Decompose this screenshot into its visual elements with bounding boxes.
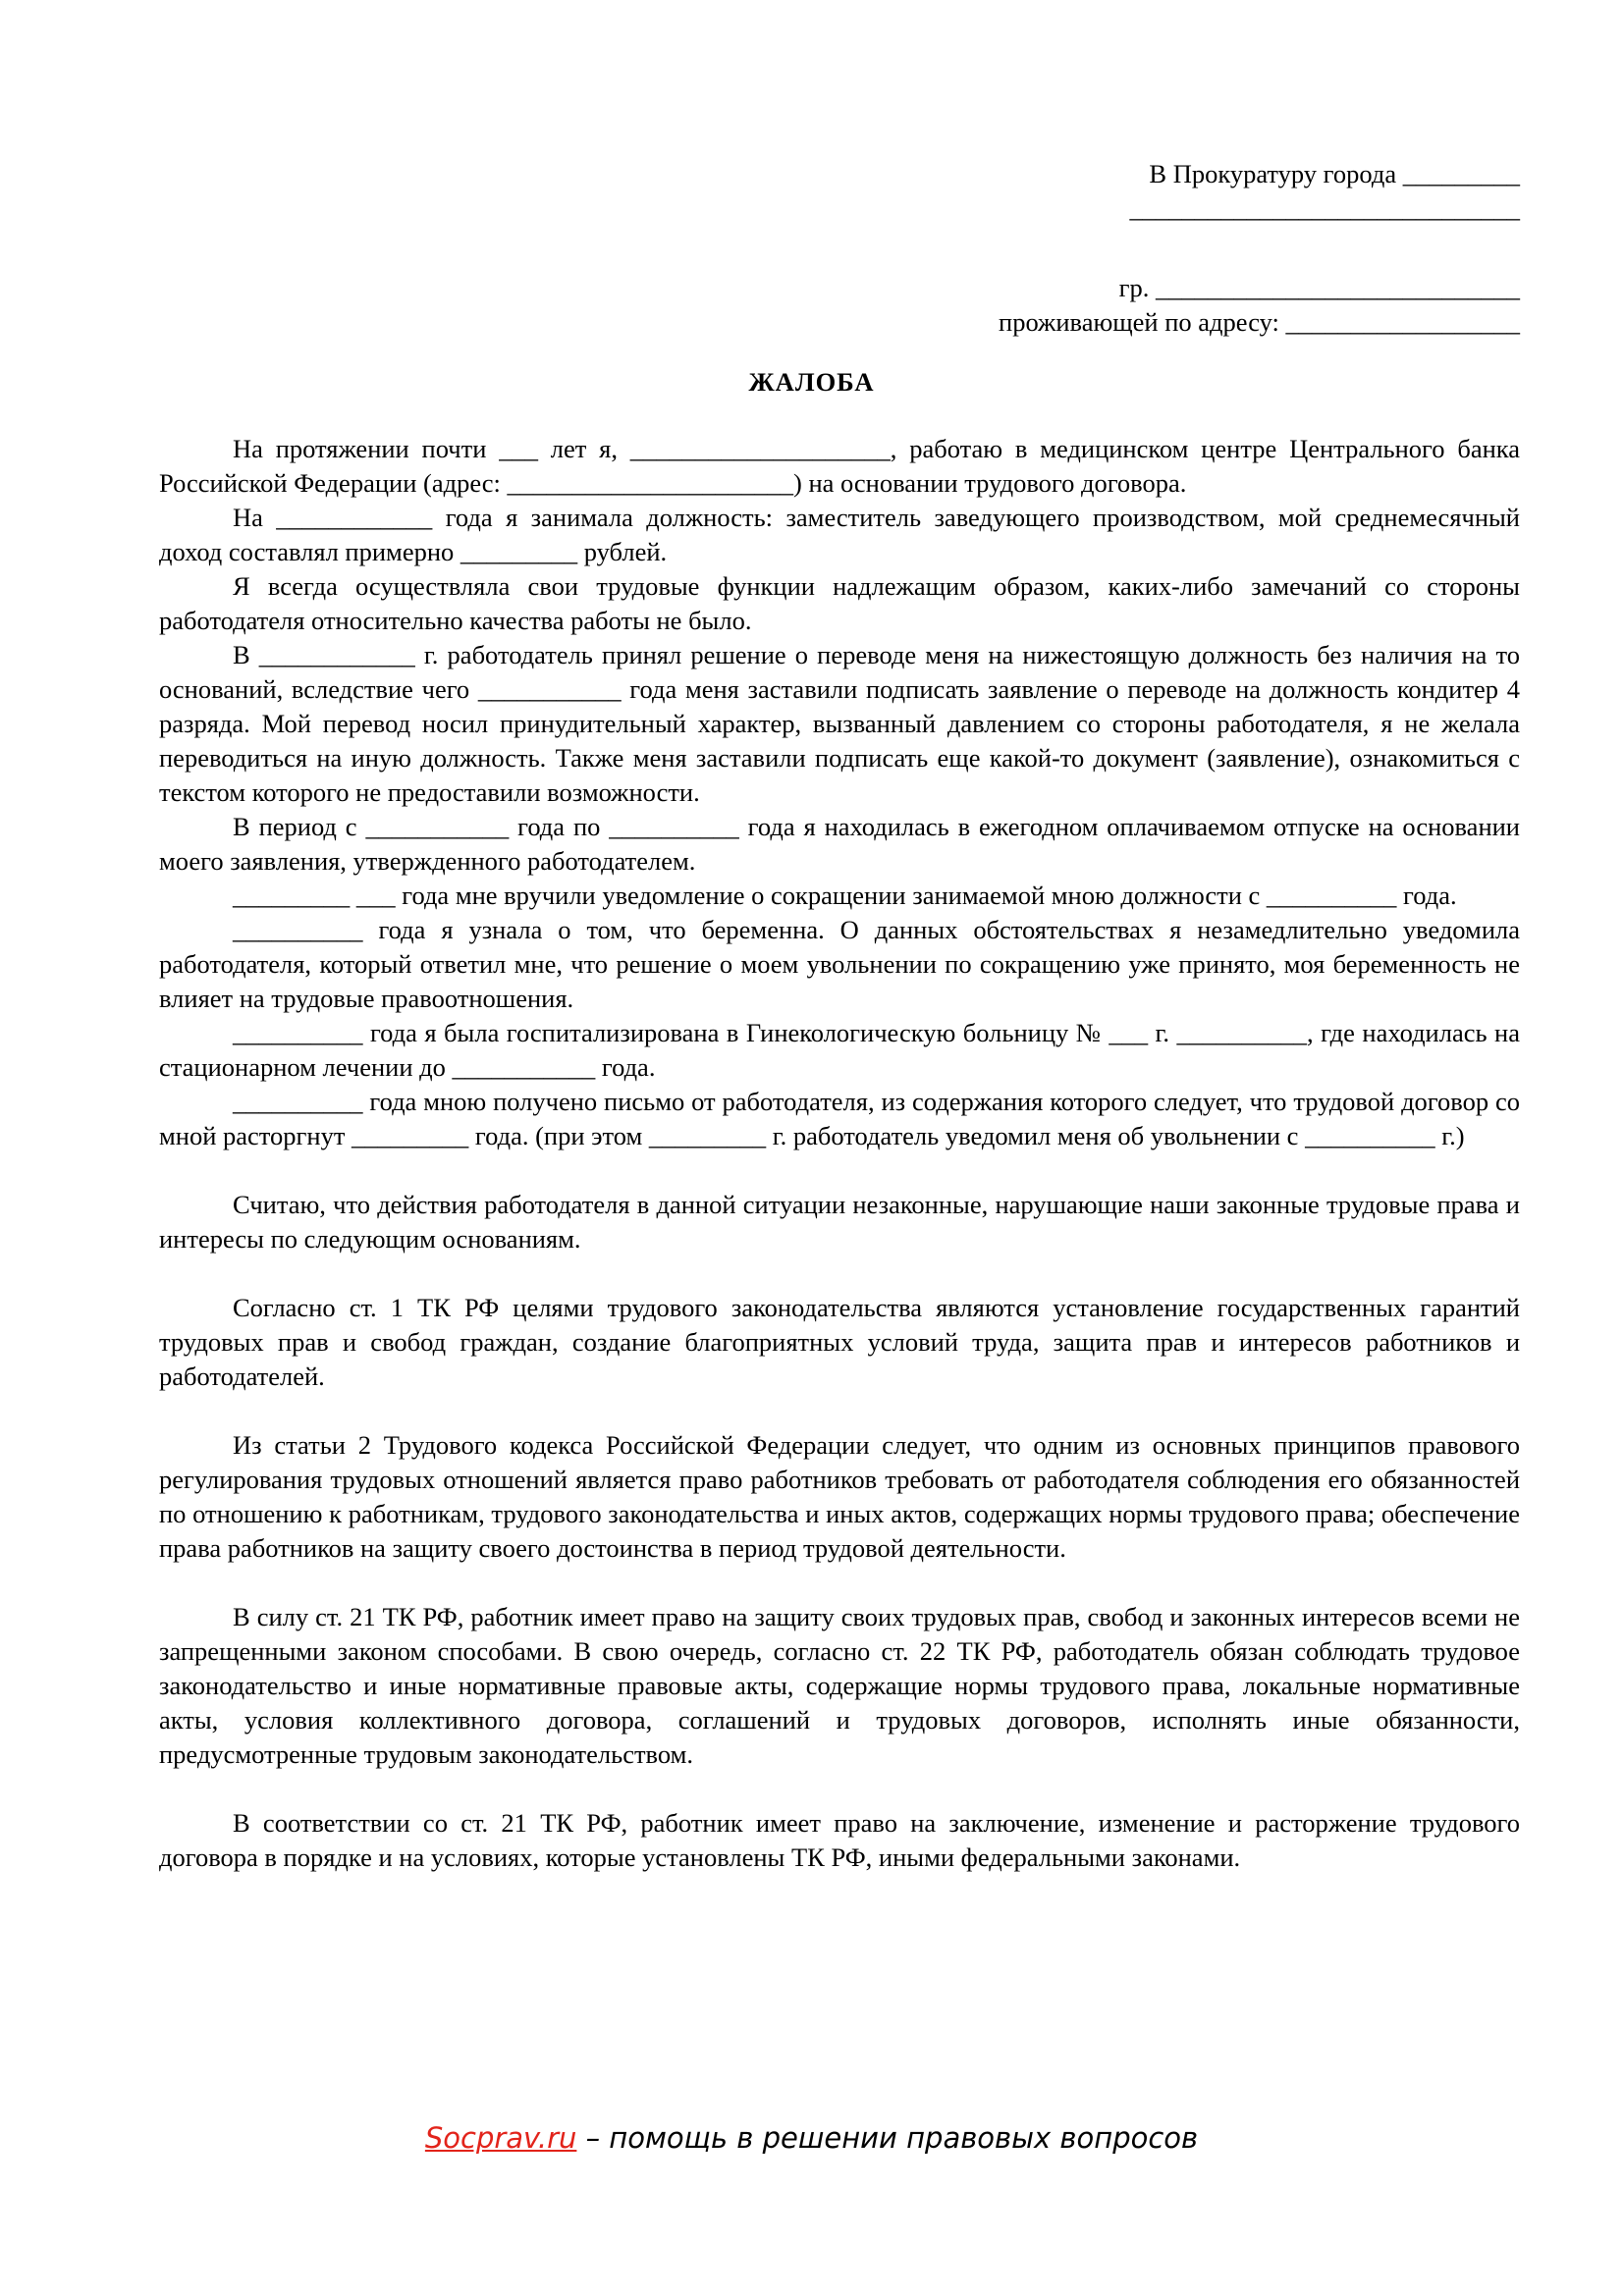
complaint-body — [159, 432, 1520, 1875]
footer-tagline: – помощь в решении правовых вопросов — [576, 2121, 1199, 2155]
paragraph: На ____________ года я занимала должность: заместитель заведующего производством, мой среднемесячный доход составлял примерно _________ рублей. — [159, 503, 1520, 566]
paragraph: В силу ст. 21 ТК РФ, работник имеет право на защиту своих трудовых прав, свобод и законных интересов всеми не запрещенными законом способами. В свою очередь, согласно ст. 22 ТК РФ, работодатель обязан соблюдать трудовое законодательство и иные нормативные правовые акты, содержащие нормы трудового права, локальные нормативные акты, условия коллективного договора, соглашений и трудовых договоров, исполнять иные обязанности, предусмотренные трудовым законодательством. — [159, 1602, 1520, 1769]
addressee-blank-line: ______________________________ — [1129, 193, 1520, 223]
paragraph: _________ ___ года мне вручили уведомление о сокращении занимаемой мною должности с __________ года. — [233, 881, 1457, 910]
sender-name: гр. ____________________________ — [1118, 273, 1520, 302]
sender-address: проживающей по адресу: __________________ — [999, 307, 1520, 337]
paragraph: В ____________ г. работодатель принял решение о переводе меня на нижестоящую должность без наличия на то оснований, вследствие чего ___________ года меня заставили подписать заявление о переводе на должность кондитер 4 разряда. Мой перевод носил принудительный характер, вызванный давлением со стороны работодателя, я не желала переводиться на иную должность. Также меня заставили подписать еще какой-то документ (заявление), ознакомиться с текстом которого не предоставили возможности. — [159, 640, 1520, 807]
paragraph: __________ года мною получено письмо от работодателя, из содержания которого следует, что трудовой договор со мной расторгнут _________ года. (при этом _________ г. работодатель уведомил меня об увольнении с __________ г.) — [159, 1087, 1520, 1150]
paragraph: На протяжении почти ___ лет я, ____________________, работаю в медицинском центре Центрального банка Российской Федерации (адрес: ______________________) на основании трудового договора. — [159, 434, 1520, 498]
page-footer — [0, 2118, 1623, 2158]
paragraph: Считаю, что действия работодателя в данной ситуации незаконные, нарушающие наши законные трудовые права и интересы по следующим основаниям. — [159, 1190, 1520, 1254]
addressee-block — [884, 157, 1520, 340]
addressee-prosecutor: В Прокуратуру города _________ — [1149, 159, 1520, 188]
paragraph: Согласно ст. 1 ТК РФ целями трудового законодательства являются установление государственных гарантий трудовых прав и свобод граждан, создание благоприятных условий труда, защита прав и интересов работников и работодателей. — [159, 1293, 1520, 1391]
paragraph: Я всегда осуществляла свои трудовые функции надлежащим образом, каких-либо замечаний со стороны работодателя относительно качества работы не было. — [159, 571, 1520, 635]
paragraph: Из статьи 2 Трудового кодекса Российской Федерации следует, что одним из основных принципов правового регулирования трудовых отношений является право работников требовать от работодателя соблюдения его обязанностей по отношению к работникам, трудового законодательства и иных актов, содержащих нормы трудового права; обеспечение права работников на защиту своего достоинства в период трудовой деятельности. — [159, 1430, 1520, 1563]
paragraph: __________ года я узнала о том, что беременна. О данных обстоятельствах я незамедлительно уведомила работодателя, который ответил мне, что решение о моем увольнении по сокращению уже принято, моя беременность не влияет на трудовые правоотношения. — [159, 915, 1520, 1013]
brand-link[interactable]: Socprav.ru — [424, 2121, 577, 2155]
paragraph: В период с ___________ года по __________ года я находилась в ежегодном оплачиваемом отпуске на основании моего заявления, утвержденного работодателем. — [159, 812, 1520, 876]
paragraph: В соответствии со ст. 21 ТК РФ, работник имеет право на заключение, изменение и расторжение трудового договора в порядке и на условиях, которые установлены ТК РФ, иными федеральными законами. — [159, 1808, 1520, 1872]
document-title: ЖАЛОБА — [748, 367, 875, 397]
paragraph: __________ года я была госпитализирована в Гинекологическую больницу № ___ г. __________, где находилась на стационарном лечении до ___________ года. — [159, 1018, 1520, 1082]
